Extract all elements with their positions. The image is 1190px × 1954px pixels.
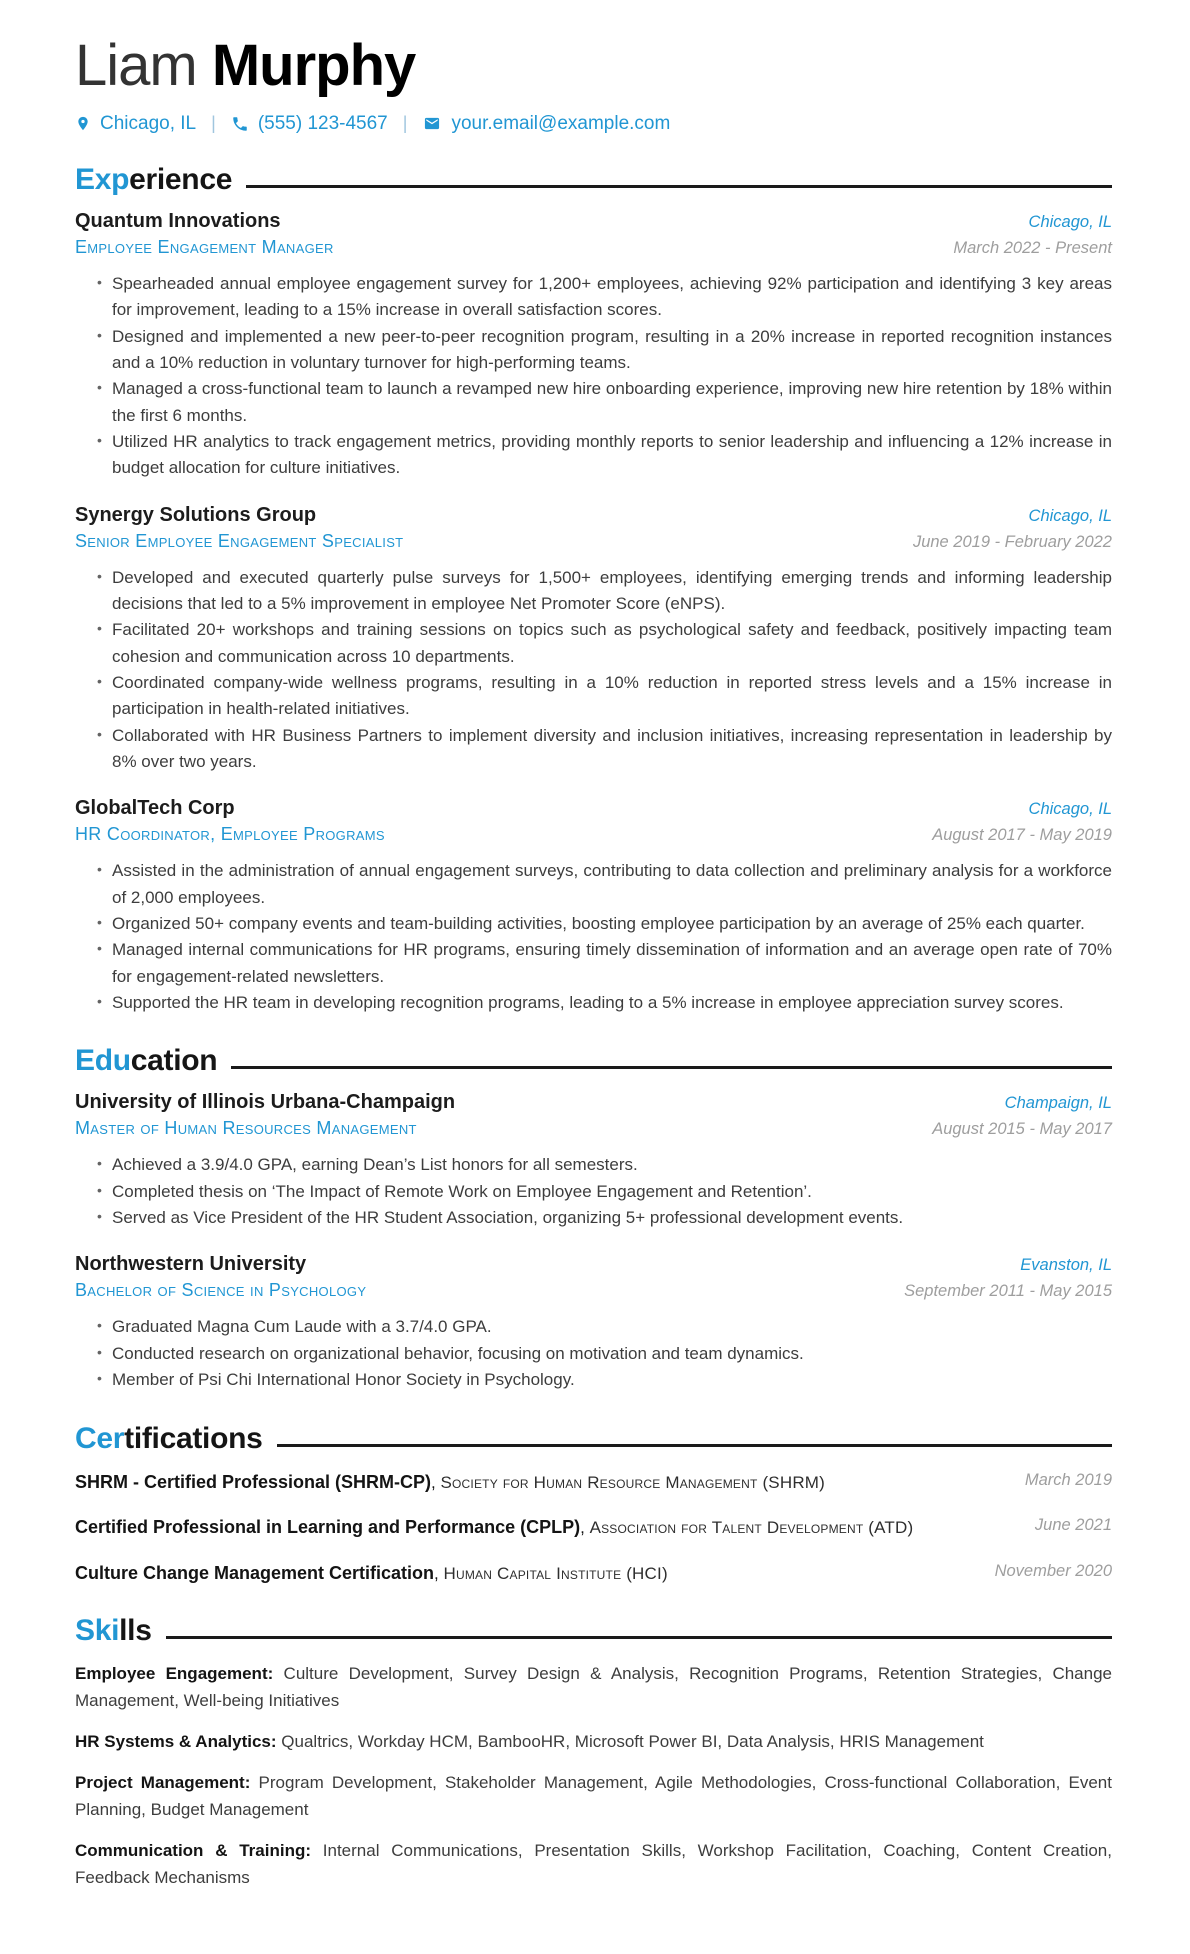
heading-rule	[246, 185, 1112, 188]
degree-title: Master of Human Resources Management	[75, 1118, 417, 1139]
heading-rest: cation	[130, 1044, 218, 1078]
bullet-item: • Achieved a 3.9/4.0 GPA, earning Dean’s List honors for all semesters.	[112, 1152, 1112, 1178]
heading-accent: Cer	[75, 1421, 125, 1455]
experience-entry	[75, 210, 1112, 482]
experience-entry	[75, 797, 1112, 1016]
bullet-item: • Member of Psi Chi International Honor Society in Psychology.	[112, 1367, 1112, 1393]
entry-dates: August 2017 - May 2019	[932, 826, 1112, 845]
bullet-item: • Coordinated company-wide wellness programs, resulting in a 10% reduction in reported stress levels and a 15% increase in participation in health-related initiatives.	[112, 670, 1112, 723]
experience-heading	[75, 163, 1112, 196]
school-name: Northwestern University	[75, 1253, 307, 1276]
contact-location-text: Chicago, IL	[100, 112, 197, 134]
heading-rest: erience	[129, 162, 233, 196]
certification-name: Culture Change Management Certification	[75, 1562, 435, 1583]
bullet-item: • Assisted in the administration of annual engagement surveys, contributing to data collection and preliminary analysis for a workforce of 2,000 employees.	[112, 858, 1112, 911]
contact-separator: |	[402, 113, 408, 134]
education-entry	[75, 1253, 1112, 1393]
contact-separator: |	[211, 113, 216, 134]
bullet-list	[75, 1314, 1112, 1393]
location-pin-icon	[75, 114, 91, 133]
certification-separator: ,	[431, 1472, 441, 1492]
company-name: Synergy Solutions Group	[75, 503, 317, 526]
contact-phone	[231, 113, 388, 135]
company-name: Quantum Innovations	[75, 209, 281, 232]
bullet-list	[75, 565, 1112, 776]
entry-location: Chicago, IL	[1028, 506, 1112, 525]
heading-rule	[231, 1066, 1112, 1069]
skill-category-label: Employee Engagement:	[75, 1664, 274, 1684]
entry-dates: June 2019 - February 2022	[912, 532, 1112, 551]
entry-header	[75, 797, 1112, 820]
heading-accent: Exp	[75, 162, 130, 196]
certification-date: November 2020	[994, 1561, 1112, 1580]
certification-org: Society for Human Resource Management (SHRM)	[440, 1472, 826, 1492]
heading-rest: tifications	[124, 1421, 263, 1455]
section-skills	[75, 1614, 1112, 1890]
bullet-item: • Completed thesis on ‘The Impact of Remote Work on Employee Engagement and Retention’.	[112, 1179, 1112, 1205]
bullet-item: • Managed a cross-functional team to launch a revamped new hire onboarding experience, improving new hire retention by 18% within the first 6 months.	[112, 376, 1112, 429]
heading-accent: Edu	[75, 1044, 131, 1078]
certification-entry	[75, 1560, 1112, 1587]
certification-name: SHRM - Certified Professional (SHRM-CP)	[75, 1471, 432, 1492]
skill-line	[75, 1729, 1112, 1755]
skill-values: Internal Communications, Presentation Skills, Workshop Facilitation, Coaching, Content Creation, Feedback Mechanisms	[75, 1841, 1112, 1887]
school-name: University of Illinois Urbana-Champaign	[75, 1091, 456, 1114]
education-entry	[75, 1091, 1112, 1231]
heading-rule	[166, 1636, 1112, 1639]
skill-category-label: HR Systems & Analytics:	[75, 1732, 277, 1752]
certification-entry	[75, 1469, 1112, 1496]
job-title: HR Coordinator, Employee Programs	[75, 824, 385, 845]
skills-heading	[75, 1614, 1112, 1647]
skill-category-label: Communication & Training:	[75, 1841, 312, 1861]
degree-title: Bachelor of Science in Psychology	[75, 1280, 367, 1301]
bullet-item: • Developed and executed quarterly pulse surveys for 1,500+ employees, identifying emerging trends and informing leadership decisions that led to a 5% improvement in employee Net Promoter Score (eNPS).	[112, 565, 1112, 618]
skill-category-label: Project Management:	[75, 1773, 251, 1793]
entry-location: Champaign, IL	[1004, 1094, 1112, 1113]
bullet-list	[75, 271, 1112, 482]
phone-icon	[231, 115, 249, 133]
heading-rest: lls	[119, 1614, 152, 1648]
skill-values: Qualtrics, Workday HCM, BambooHR, Microsoft Power BI, Data Analysis, HRIS Management	[281, 1732, 984, 1752]
section-certifications	[75, 1422, 1112, 1587]
contact-row	[75, 113, 1112, 135]
skill-line	[75, 1838, 1112, 1891]
bullet-list	[75, 1152, 1112, 1231]
bullet-item: • Served as Vice President of the HR Student Association, organizing 5+ professional development events.	[112, 1205, 1112, 1231]
entry-dates: March 2022 - Present	[953, 238, 1112, 257]
person-name	[75, 33, 1112, 98]
job-title: Senior Employee Engagement Specialist	[75, 530, 404, 551]
certification-date: March 2019	[1024, 1470, 1112, 1489]
job-title: Employee Engagement Manager	[75, 236, 334, 257]
certification-separator: ,	[580, 1518, 590, 1538]
certification-text	[75, 1469, 1025, 1496]
entry-subheader	[75, 1280, 1112, 1301]
skill-values: Program Development, Stakeholder Management, Agile Methodologies, Cross-functional Collaboration, Event Planning, Budget Management	[75, 1773, 1112, 1819]
last-name: Murphy	[211, 33, 416, 98]
bullet-item: • Facilitated 20+ workshops and training sessions on topics such as psychological safety and feedback, positively impacting team cohesion and communication across 10 departments.	[112, 617, 1112, 670]
certification-text	[75, 1514, 1035, 1541]
certification-name: Certified Professional in Learning and Performance (CPLP)	[75, 1517, 581, 1538]
skill-line	[75, 1770, 1112, 1823]
bullet-item: • Organized 50+ company events and team-building activities, boosting employee participation by an average of 25% each quarter.	[112, 911, 1112, 937]
entry-header	[75, 210, 1112, 233]
bullet-item: • Graduated Magna Cum Laude with a 3.7/4.0 GPA.	[112, 1314, 1112, 1340]
heading-accent: Ski	[75, 1614, 120, 1648]
bullet-list	[75, 858, 1112, 1016]
bullet-item: • Spearheaded annual employee engagement survey for 1,200+ employees, achieving 92% participation and identifying 3 key areas for improvement, leading to a 15% increase in overall satisfaction scores.	[112, 271, 1112, 324]
contact-email-text: your.email@example.com	[451, 112, 671, 134]
company-name: GlobalTech Corp	[75, 797, 235, 820]
certification-separator: ,	[434, 1563, 444, 1583]
resume-header	[75, 33, 1112, 135]
bullet-item: • Utilized HR analytics to track engagement metrics, providing monthly reports to senior leadership and influencing a 12% increase in budget allocation for culture initiatives.	[112, 429, 1112, 482]
bullet-item: • Designed and implemented a new peer-to-peer recognition program, resulting in a 20% increase in reported recognition instances and a 10% reduction in voluntary turnover for high-performing teams.	[112, 324, 1112, 377]
entry-location: Chicago, IL	[1028, 212, 1112, 231]
certification-org: Human Capital Institute (HCI)	[443, 1563, 668, 1583]
contact-email	[422, 113, 670, 135]
bullet-item: • Managed internal communications for HR programs, ensuring timely dissemination of information and an average open rate of 70% for engagement-related newsletters.	[112, 937, 1112, 990]
contact-phone-text: (555) 123-4567	[257, 112, 388, 134]
bullet-item: • Conducted research on organizational behavior, focusing on motivation and team dynamics.	[112, 1341, 1112, 1367]
skill-line	[75, 1661, 1112, 1714]
experience-entry	[75, 504, 1112, 776]
section-experience	[75, 163, 1112, 1017]
section-education	[75, 1044, 1112, 1393]
certification-entry	[75, 1514, 1112, 1541]
certification-date: June 2021	[1034, 1516, 1112, 1535]
entry-subheader	[75, 237, 1112, 258]
entry-subheader	[75, 531, 1112, 552]
entry-dates: August 2015 - May 2017	[932, 1120, 1112, 1139]
bullet-item: • Collaborated with HR Business Partners to implement diversity and inclusion initiatives, increasing representation in leadership by 8% over two years.	[112, 723, 1112, 776]
entry-header	[75, 504, 1112, 527]
certification-text	[75, 1560, 995, 1587]
entry-subheader	[75, 1118, 1112, 1139]
entry-location: Evanston, IL	[1020, 1256, 1112, 1275]
first-name: Liam	[75, 33, 197, 98]
email-envelope-icon	[422, 115, 442, 132]
entry-location: Chicago, IL	[1028, 800, 1112, 819]
heading-rule	[277, 1444, 1112, 1447]
education-heading	[75, 1044, 1112, 1077]
entry-header	[75, 1253, 1112, 1276]
certifications-heading	[75, 1422, 1112, 1455]
certification-org: Association for Talent Development (ATD)	[589, 1518, 914, 1538]
entry-header	[75, 1091, 1112, 1114]
entry-dates: September 2011 - May 2015	[904, 1282, 1112, 1301]
entry-subheader	[75, 824, 1112, 845]
bullet-item: • Supported the HR team in developing recognition programs, leading to a 5% increase in employee appreciation survey scores.	[112, 990, 1112, 1016]
skill-values: Culture Development, Survey Design & Analysis, Recognition Programs, Retention Strategies, Change Management, Well-being Initiatives	[75, 1664, 1112, 1710]
contact-location	[75, 113, 196, 135]
